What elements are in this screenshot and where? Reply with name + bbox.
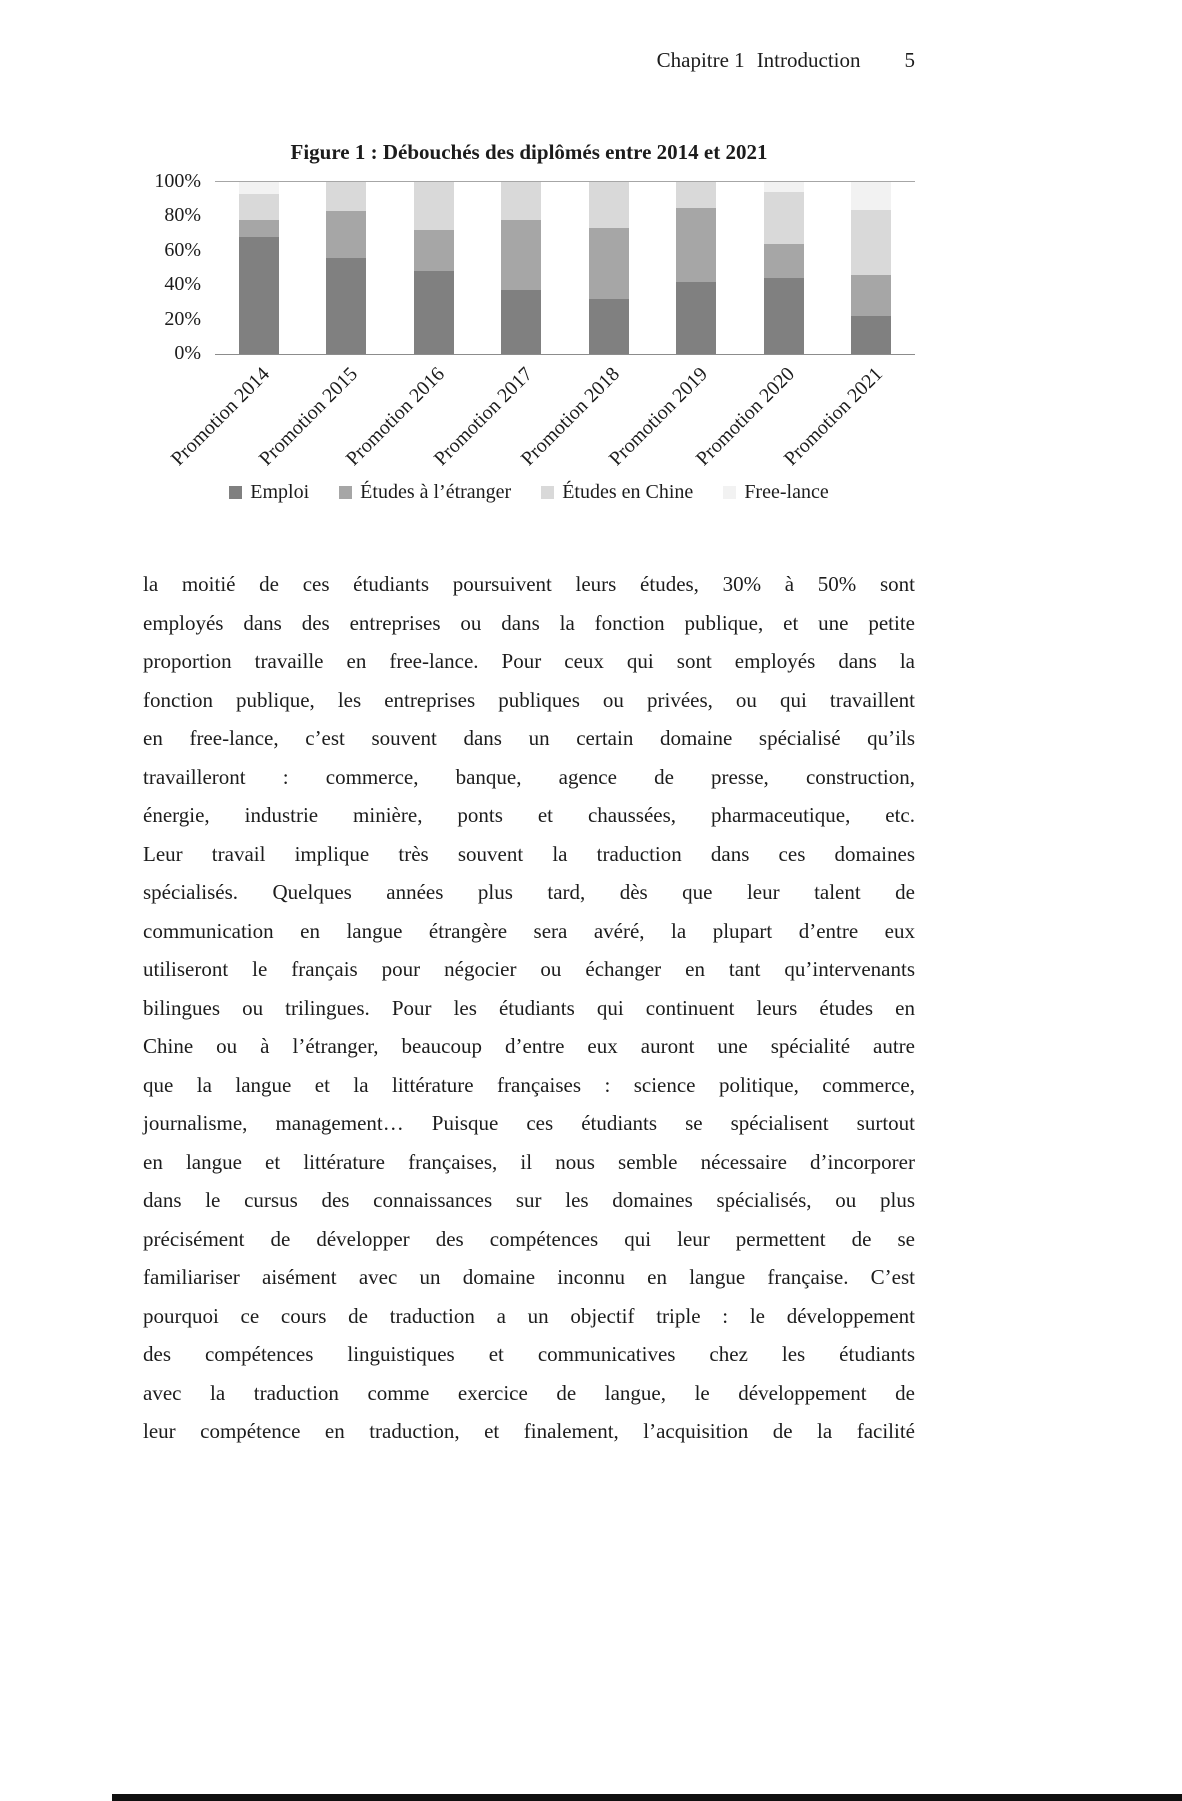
bar-segment: [589, 182, 629, 228]
legend-label: Études à l’étranger: [360, 481, 512, 503]
text-line: spécialisés. Quelques années plus tard, dès que leur talent de: [143, 880, 915, 904]
text-line: fonction publique, les entreprises publiques ou privées, ou qui travaillent: [143, 687, 915, 712]
bar-segment: [851, 210, 891, 275]
bar-segment: [589, 299, 629, 354]
x-axis-labels: [167, 355, 915, 475]
bar-segment: [676, 182, 716, 208]
text-line: la moitié de ces étudiants poursuivent leurs études, 30% à 50% sont: [143, 572, 915, 596]
legend-swatch: [723, 486, 736, 499]
text-line: pourquoi ce cours de traduction a un objectif triple : le développement: [143, 1303, 915, 1328]
legend-label: Études en Chine: [562, 481, 694, 503]
y-axis-tick: 60%: [164, 238, 201, 261]
bar-slot: [303, 182, 391, 354]
bar-segment: [501, 220, 541, 291]
bar-promotion-2015: [326, 182, 366, 354]
bar-slot: [565, 182, 653, 354]
text-line: précisément de développer des compétences qui leur permettent de se: [143, 1226, 915, 1251]
bar-segment: [589, 228, 629, 299]
text-line: leur compétence en traduction, et finalement, l’acquisition de la facilité: [143, 1419, 915, 1443]
figure-1: [143, 140, 915, 504]
bar-segment: [414, 182, 454, 230]
x-axis-label: Promotion 2018: [517, 363, 625, 471]
legend-swatch: [541, 486, 554, 499]
x-axis-label: Promotion 2020: [692, 363, 800, 471]
bar-promotion-2014: [239, 182, 279, 354]
text-line: que la langue et la littérature françaises : science politique, commerce,: [143, 1072, 915, 1097]
y-axis-tick: 100%: [154, 170, 201, 192]
x-axis-label: Promotion 2017: [429, 363, 537, 471]
text-line: en langue et littérature françaises, il nous semble nécessaire d’incorporer: [143, 1149, 915, 1174]
bar-segment: [764, 278, 804, 354]
bar-segment: [326, 182, 366, 211]
legend-item: [339, 481, 511, 504]
x-axis-label: Promotion 2019: [604, 363, 712, 471]
bar-promotion-2021: [851, 182, 891, 354]
bar-segment: [239, 182, 279, 194]
page-number: 5: [904, 48, 915, 72]
bar-promotion-2016: [414, 182, 454, 354]
text-line: bilingues ou trilingues. Pour les étudiants qui continuent leurs études en: [143, 995, 915, 1020]
text-line: utiliseront le français pour négocier ou échanger en tant qu’intervenants: [143, 957, 915, 981]
bar-segment: [676, 208, 716, 282]
bar-segment: [414, 230, 454, 271]
text-line: des compétences linguistiques et communicatives chez les étudiants: [143, 1342, 915, 1366]
bar-segment: [851, 182, 891, 210]
stacked-bar-chart: [143, 170, 915, 475]
y-axis: [143, 170, 207, 364]
bar-promotion-2018: [589, 182, 629, 354]
chart-legend: [143, 481, 915, 504]
text-line: proportion travaille en free-lance. Pour ceux qui sont employés dans la: [143, 649, 915, 673]
bar-segment: [851, 275, 891, 316]
bar-slot: [215, 182, 303, 354]
y-axis-tick: 40%: [164, 273, 201, 296]
x-axis-label: Promotion 2021: [779, 363, 887, 471]
scan-edge: [112, 1794, 1182, 1801]
text-line: Chine ou à l’étranger, beaucoup d’entre eux auront une spécialité autre: [143, 1034, 915, 1058]
bar-promotion-2020: [764, 182, 804, 354]
legend-label: Free-lance: [744, 481, 829, 503]
bar-slot: [478, 182, 566, 354]
bar-segment: [239, 237, 279, 354]
body-paragraph: [143, 565, 915, 1451]
bar-promotion-2019: [676, 182, 716, 354]
bar-segment: [414, 271, 454, 354]
text-line: Leur travail implique très souvent la traduction dans ces domaines: [143, 841, 915, 866]
bar-promotion-2017: [501, 182, 541, 354]
text-line: employés dans des entreprises ou dans la fonction publique, et une petite: [143, 610, 915, 635]
text-line: travailleront : commerce, banque, agence de presse, construction,: [143, 764, 915, 789]
y-axis-tick: 0%: [174, 342, 201, 364]
legend-item: [723, 481, 828, 504]
legend-label: Emploi: [250, 481, 310, 503]
legend-swatch: [339, 486, 352, 499]
bar-slot: [653, 182, 741, 354]
text-line: en free-lance, c’est souvent dans un certain domaine spécialisé qu’ils: [143, 726, 915, 750]
bar-segment: [851, 316, 891, 354]
bar-segment: [764, 244, 804, 278]
bar-segment: [501, 290, 541, 354]
plot-area: [215, 181, 915, 355]
running-head-section: Chapitre 1: [656, 48, 745, 72]
text-line: dans le cursus des connaissances sur les domaines spécialisés, ou plus: [143, 1188, 915, 1212]
running-header: [657, 48, 915, 73]
text-line: énergie, industrie minière, ponts et chaussées, pharmaceutique, etc.: [143, 803, 915, 827]
bar-slot: [740, 182, 828, 354]
bar-segment: [239, 194, 279, 220]
legend-item: [229, 481, 309, 504]
x-axis-label: Promotion 2016: [342, 363, 450, 471]
bar-segment: [764, 182, 804, 192]
text-line: journalisme, management… Puisque ces étudiants se spécialisent surtout: [143, 1111, 915, 1135]
x-axis-label: Promotion 2015: [254, 363, 362, 471]
bar-segment: [326, 211, 366, 257]
bar-segment: [239, 220, 279, 237]
bar-segment: [326, 258, 366, 354]
y-axis-tick: 80%: [164, 204, 201, 227]
text-line: avec la traduction comme exercice de langue, le développement de: [143, 1380, 915, 1405]
bar-segment: [676, 282, 716, 354]
text-line: familiariser aisément avec un domaine inconnu en langue française. C’est: [143, 1265, 915, 1289]
y-axis-tick: 20%: [164, 307, 201, 330]
x-axis-label: Promotion 2014: [167, 363, 275, 471]
text-line: communication en langue étrangère sera avéré, la plupart d’entre eux: [143, 918, 915, 943]
bar-slot: [828, 182, 916, 354]
running-head-title: Introduction: [756, 48, 861, 72]
figure-title: Figure 1 : Débouchés des diplômés entre 2014 et 2021: [290, 140, 768, 164]
bar-segment: [764, 192, 804, 244]
bar-slot: [390, 182, 478, 354]
legend-item: [541, 481, 693, 504]
legend-swatch: [229, 486, 242, 499]
bar-segment: [501, 182, 541, 220]
